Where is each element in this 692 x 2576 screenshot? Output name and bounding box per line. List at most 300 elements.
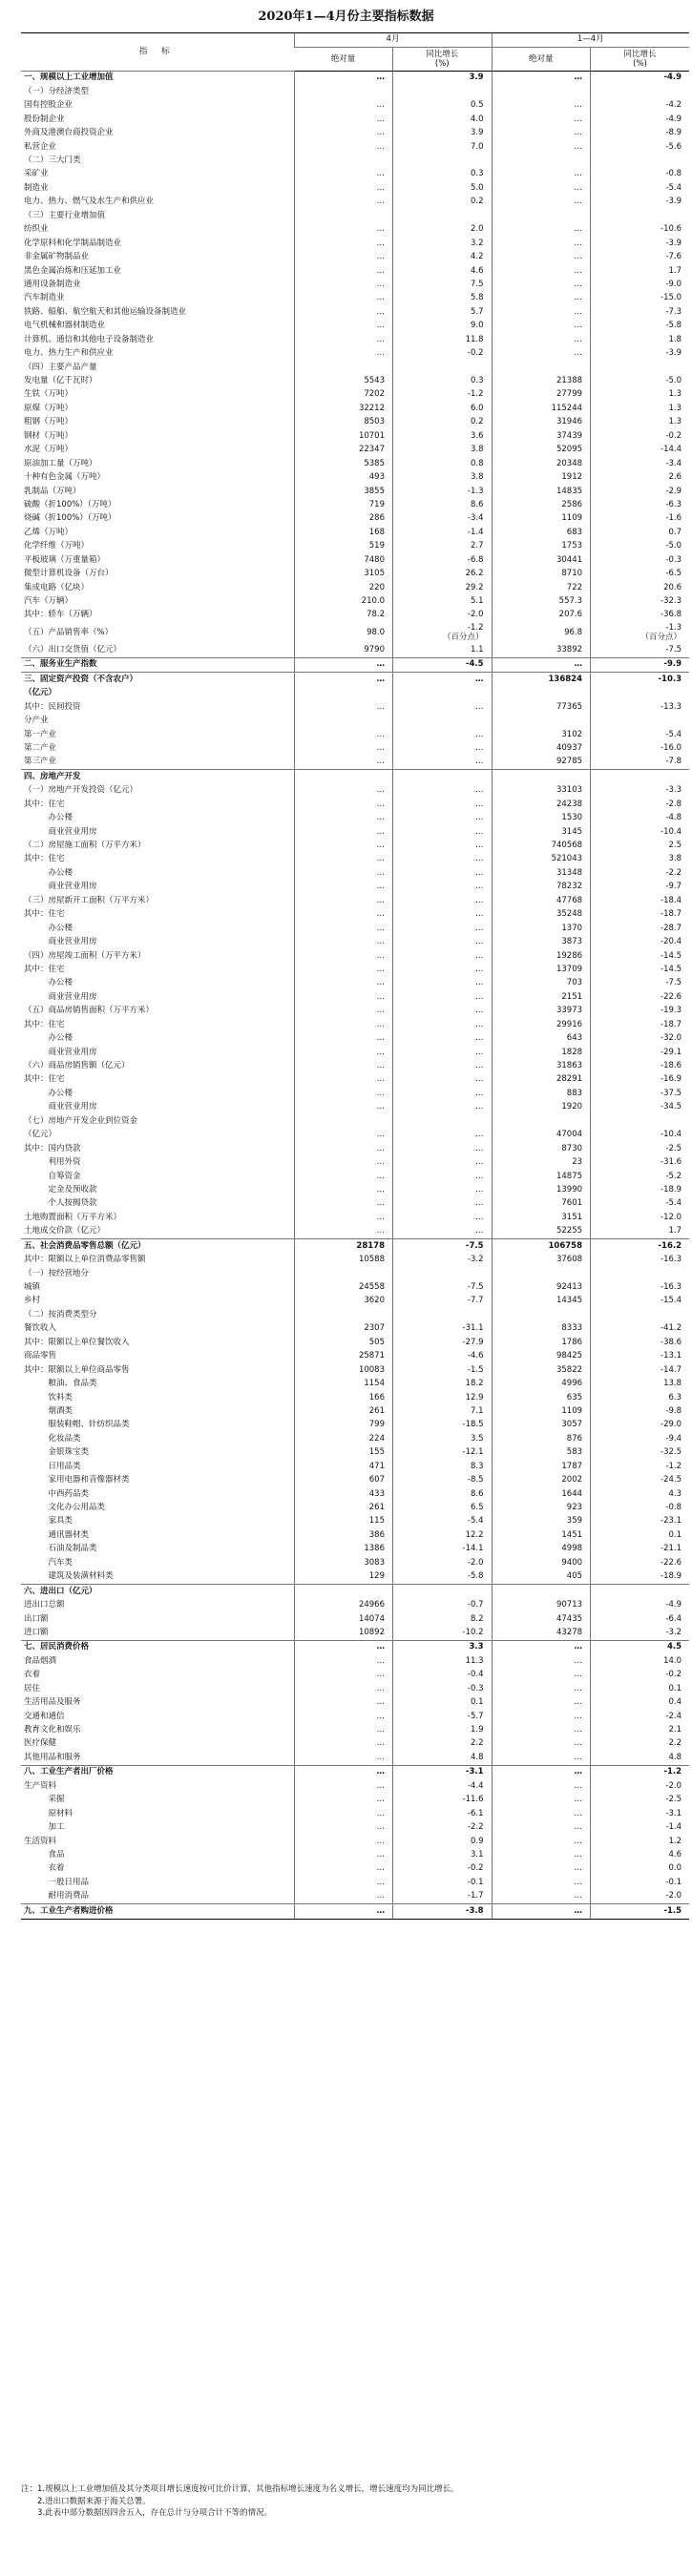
row-label: 餐饮收入	[24, 1323, 57, 1334]
jan-apr-absolute: 8710	[492, 568, 591, 581]
april-yoy: -3.2	[393, 1254, 493, 1267]
jan-apr-yoy: 14.0	[591, 1654, 690, 1668]
header-absolute-jan-apr: 绝对量	[492, 48, 591, 72]
table-row	[21, 196, 689, 209]
jan-apr-yoy: 13.8	[591, 1378, 690, 1391]
jan-apr-yoy: -1.3 （百分点）	[591, 623, 690, 644]
april-absolute: 10892	[294, 1627, 393, 1641]
row-label: 原油加工量（万吨）	[24, 458, 97, 468]
april-yoy: -5.7	[393, 1710, 493, 1723]
jan-apr-absolute: …	[492, 1904, 591, 1919]
table-row	[21, 209, 689, 222]
april-yoy: …	[393, 798, 493, 811]
jan-apr-absolute: …	[492, 237, 591, 250]
april-yoy: 0.1	[393, 1696, 493, 1710]
row-label: 其中：民间投资	[24, 701, 81, 712]
row-label: 一、规模以上工业增加值	[21, 72, 294, 86]
table-row	[21, 1890, 689, 1904]
jan-apr-yoy: -32.5	[591, 1446, 690, 1460]
april-yoy: …	[393, 936, 493, 949]
row-label: 其中：住宅	[24, 909, 65, 920]
table-row	[21, 1474, 689, 1487]
row-label: 采掘	[24, 1795, 65, 1805]
jan-apr-yoy: 2.5	[591, 840, 690, 853]
april-absolute: 286	[294, 512, 393, 526]
jan-apr-yoy: -4.2	[591, 99, 690, 113]
jan-apr-yoy: -7.3	[591, 305, 690, 319]
jan-apr-yoy: -13.3	[591, 700, 690, 714]
row-label: 第二产业	[24, 742, 57, 753]
april-absolute: …	[294, 825, 393, 839]
jan-apr-absolute: 643	[492, 1032, 591, 1046]
jan-apr-absolute: …	[492, 1821, 591, 1835]
jan-apr-absolute: 13990	[492, 1184, 591, 1197]
jan-apr-absolute: 3057	[492, 1419, 591, 1432]
april-absolute: …	[294, 1018, 393, 1031]
jan-apr-yoy	[591, 1309, 690, 1322]
table-row	[21, 742, 689, 756]
jan-apr-yoy: -20.4	[591, 936, 690, 949]
jan-apr-absolute: …	[492, 1876, 591, 1889]
april-absolute: …	[294, 1046, 393, 1059]
row-label: 私营企业	[24, 141, 57, 152]
jan-apr-absolute: …	[492, 1654, 591, 1668]
row-label: 采矿业	[24, 169, 49, 179]
jan-apr-yoy: -5.2	[591, 1170, 690, 1183]
jan-apr-absolute: …	[492, 1669, 591, 1682]
april-yoy: …	[393, 964, 493, 977]
jan-apr-yoy: -9.4	[591, 1432, 690, 1445]
april-absolute: 3855	[294, 485, 393, 498]
april-absolute: …	[294, 1654, 393, 1668]
table-row	[21, 1807, 689, 1820]
april-absolute: …	[294, 798, 393, 811]
row-label: 进口额	[24, 1627, 49, 1637]
jan-apr-absolute: 359	[492, 1515, 591, 1528]
row-label: （四）主要产品产量	[24, 362, 97, 372]
row-label: 家具类	[24, 1516, 73, 1527]
table-row	[21, 657, 689, 672]
april-yoy: …	[393, 1225, 493, 1239]
april-absolute: 2307	[294, 1322, 393, 1336]
april-yoy: -1.2	[393, 388, 493, 402]
jan-apr-yoy	[591, 1267, 690, 1280]
page-title: 2020年1—4月份主要指标数据	[258, 10, 434, 24]
jan-apr-yoy: -7.5	[591, 977, 690, 990]
jan-apr-absolute: 521043	[492, 853, 591, 866]
table-row	[21, 1627, 689, 1641]
april-yoy: …	[393, 700, 493, 714]
april-yoy: -27.9	[393, 1336, 493, 1349]
jan-apr-absolute: 37608	[492, 1254, 591, 1267]
jan-apr-yoy: -6.5	[591, 568, 690, 581]
april-yoy: 7.0	[393, 140, 493, 154]
table-row	[21, 1005, 689, 1018]
jan-apr-yoy: -5.0	[591, 540, 690, 553]
jan-apr-absolute: 47004	[492, 1129, 591, 1142]
jan-apr-yoy: -4.9	[591, 72, 690, 86]
table-row	[21, 1862, 689, 1876]
jan-apr-yoy: -7.5	[591, 644, 690, 658]
row-label: （亿元）	[24, 1130, 57, 1140]
row-label: 化妆品类	[24, 1433, 81, 1444]
jan-apr-absolute: …	[492, 182, 591, 196]
april-yoy: -0.2	[393, 1862, 493, 1876]
table-row	[21, 1309, 689, 1322]
jan-apr-yoy: -7.6	[591, 251, 690, 264]
row-label: 商业营业用房	[24, 937, 97, 947]
april-yoy: 3.8	[393, 471, 493, 485]
jan-apr-absolute: 923	[492, 1502, 591, 1515]
jan-apr-absolute: 740568	[492, 840, 591, 853]
april-absolute	[294, 1267, 393, 1280]
april-yoy: -2.0	[393, 609, 493, 622]
jan-apr-absolute: 583	[492, 1446, 591, 1460]
jan-apr-absolute: 14875	[492, 1170, 591, 1183]
april-yoy: 0.3	[393, 375, 493, 388]
table-row	[21, 798, 689, 811]
jan-apr-absolute: 37439	[492, 429, 591, 443]
row-label: 自筹资金	[24, 1171, 81, 1181]
jan-apr-absolute: 24238	[492, 798, 591, 811]
jan-apr-yoy: -5.4	[591, 182, 690, 196]
row-label: 生产资料	[24, 1780, 57, 1791]
april-absolute: …	[294, 127, 393, 140]
jan-apr-yoy: -0.1	[591, 1876, 690, 1889]
april-absolute: …	[294, 1129, 393, 1142]
jan-apr-yoy: -1.5	[591, 1904, 690, 1919]
jan-apr-absolute: 33103	[492, 784, 591, 798]
row-label: 商业营业用房	[24, 882, 97, 892]
table-row	[21, 526, 689, 539]
april-yoy: -3.4	[393, 512, 493, 526]
table-row	[21, 949, 689, 963]
april-absolute: …	[294, 1710, 393, 1723]
april-absolute: …	[294, 990, 393, 1004]
table-row	[21, 1225, 689, 1239]
april-yoy: -0.3	[393, 1682, 493, 1695]
jan-apr-absolute: 8730	[492, 1142, 591, 1155]
jan-apr-absolute: 47768	[492, 894, 591, 907]
row-label: 办公楼	[24, 978, 73, 988]
april-absolute: 519	[294, 540, 393, 553]
jan-apr-yoy: -37.5	[591, 1088, 690, 1101]
jan-apr-absolute: …	[492, 292, 591, 305]
row-label: 利用外资	[24, 1157, 81, 1168]
april-yoy	[393, 715, 493, 728]
april-absolute: …	[294, 1641, 393, 1655]
jan-apr-yoy: 2.2	[591, 1737, 690, 1751]
table-row	[21, 333, 689, 346]
jan-apr-yoy: -3.9	[591, 237, 690, 250]
april-absolute: …	[294, 223, 393, 237]
table-row	[21, 936, 689, 949]
row-label: 商业营业用房	[24, 1102, 97, 1112]
april-yoy: …	[393, 825, 493, 839]
table-row	[21, 113, 689, 126]
april-absolute: …	[294, 333, 393, 346]
jan-apr-yoy: -0.8	[591, 168, 690, 181]
jan-apr-absolute: 13709	[492, 964, 591, 977]
april-yoy: …	[393, 1142, 493, 1155]
april-yoy: …	[393, 742, 493, 756]
row-label: 中西药品类	[24, 1488, 90, 1499]
april-absolute: …	[294, 949, 393, 963]
april-absolute: …	[294, 1156, 393, 1170]
april-absolute: 7202	[294, 388, 393, 402]
jan-apr-yoy: -22.6	[591, 990, 690, 1004]
row-label: 黑色金属冶炼和压延加工业	[24, 265, 122, 276]
jan-apr-absolute: 3102	[492, 728, 591, 741]
april-absolute: …	[294, 1184, 393, 1197]
row-label: 汽车制造业	[24, 293, 65, 303]
jan-apr-yoy: -10.6	[591, 223, 690, 237]
jan-apr-yoy: -3.4	[591, 457, 690, 470]
april-yoy: 5.7	[393, 305, 493, 319]
jan-apr-yoy: 1.8	[591, 333, 690, 346]
jan-apr-absolute: 14835	[492, 485, 591, 498]
jan-apr-absolute: 405	[492, 1570, 591, 1585]
row-label: 教育文化和娱乐	[24, 1725, 81, 1735]
april-absolute: …	[294, 673, 393, 687]
table-row	[21, 127, 689, 140]
jan-apr-absolute: 1644	[492, 1487, 591, 1501]
table-row	[21, 540, 689, 553]
row-label: （一）分经济类型	[24, 86, 90, 96]
jan-apr-absolute	[492, 687, 591, 700]
jan-apr-yoy: 2.1	[591, 1724, 690, 1737]
jan-apr-yoy: -1.2	[591, 1765, 690, 1779]
april-yoy	[393, 1309, 493, 1322]
april-yoy: -7.7	[393, 1295, 493, 1308]
table-row	[21, 964, 689, 977]
jan-apr-absolute: 35822	[492, 1363, 591, 1377]
jan-apr-absolute: 47435	[492, 1612, 591, 1626]
row-label: 五、社会消费品零售总额（亿元）	[21, 1239, 294, 1254]
april-yoy	[393, 1114, 493, 1128]
jan-apr-yoy: 0.7	[591, 526, 690, 539]
april-yoy: -4.6	[393, 1350, 493, 1363]
april-absolute: 166	[294, 1391, 393, 1404]
april-absolute: …	[294, 922, 393, 935]
jan-apr-absolute: 92785	[492, 756, 591, 770]
jan-apr-yoy: 1.7	[591, 1225, 690, 1239]
april-absolute: …	[294, 700, 393, 714]
april-yoy: 6.0	[393, 403, 493, 416]
april-yoy: 2.0	[393, 223, 493, 237]
jan-apr-absolute	[492, 1585, 591, 1599]
header-absolute-april: 绝对量	[294, 48, 393, 72]
jan-apr-absolute: …	[492, 1765, 591, 1779]
jan-apr-absolute: 3145	[492, 825, 591, 839]
row-label: 化学原料和化学制品制造业	[24, 238, 122, 248]
april-yoy: -1.2 （百分点）	[393, 623, 493, 644]
indicator-table	[21, 32, 689, 1920]
april-absolute: …	[294, 867, 393, 881]
april-yoy	[393, 155, 493, 168]
jan-apr-yoy: -4.9	[591, 1599, 690, 1612]
table-row	[21, 700, 689, 714]
april-yoy: 9.0	[393, 320, 493, 333]
footnotes	[21, 2483, 689, 2520]
table-row	[21, 1211, 689, 1224]
jan-apr-yoy: 1.3	[591, 403, 690, 416]
jan-apr-yoy	[591, 361, 690, 374]
footnote: 注：1.规模以上工业增加值及其分类项目增长速度按可比价计算，其他指标增长速度为名义增长，增长速度均为同比增长。	[21, 2484, 459, 2494]
header-yoy-jan-apr: 同比增长 (%)	[591, 48, 690, 72]
jan-apr-absolute: 683	[492, 526, 591, 539]
row-label: 平板玻璃（万重量箱）	[24, 554, 106, 565]
row-label: 其中：住宅	[24, 964, 65, 974]
april-absolute	[294, 209, 393, 222]
table-row	[21, 1570, 689, 1585]
april-yoy: -4.4	[393, 1779, 493, 1793]
april-absolute: …	[294, 72, 393, 86]
jan-apr-absolute: 14345	[492, 1295, 591, 1308]
april-yoy: 4.6	[393, 264, 493, 278]
table-row	[21, 1032, 689, 1046]
row-label: 办公楼	[24, 867, 73, 878]
table-row	[21, 485, 689, 498]
april-absolute: …	[294, 251, 393, 264]
jan-apr-absolute	[492, 1309, 591, 1322]
row-label: 烟酒类	[24, 1405, 73, 1416]
jan-apr-yoy: -16.3	[591, 1254, 690, 1267]
april-yoy	[393, 209, 493, 222]
table-row	[21, 1046, 689, 1059]
jan-apr-absolute: …	[492, 168, 591, 181]
april-absolute: 8503	[294, 416, 393, 429]
jan-apr-yoy: -4.9	[591, 113, 690, 126]
row-label: 非金属矿物制品业	[24, 252, 90, 262]
row-label: 钢材（万吨）	[24, 430, 73, 441]
table-row	[21, 1446, 689, 1460]
row-label: 生铁（万吨）	[24, 389, 73, 400]
jan-apr-yoy: -18.9	[591, 1184, 690, 1197]
row-label: 进出口总额	[24, 1600, 65, 1610]
row-label: 商品零售	[24, 1351, 57, 1361]
row-label: 食品	[24, 1849, 65, 1859]
april-absolute: 28178	[294, 1239, 393, 1254]
table-row	[21, 320, 689, 333]
april-absolute: …	[294, 99, 393, 113]
table-row	[21, 1073, 689, 1087]
jan-apr-absolute: 2586	[492, 499, 591, 512]
april-absolute: …	[294, 853, 393, 866]
april-yoy: -2.0	[393, 1556, 493, 1569]
table-row	[21, 1502, 689, 1515]
jan-apr-absolute: …	[492, 99, 591, 113]
jan-apr-yoy: -34.5	[591, 1101, 690, 1114]
jan-apr-yoy: -18.7	[591, 908, 690, 922]
jan-apr-yoy: -19.3	[591, 1005, 690, 1018]
row-label: 粮油、食品类	[24, 1379, 97, 1389]
row-label: 饮料类	[24, 1392, 73, 1402]
april-yoy: …	[393, 867, 493, 881]
jan-apr-absolute: 20348	[492, 457, 591, 470]
april-yoy	[393, 687, 493, 700]
jan-apr-absolute: 21388	[492, 375, 591, 388]
april-yoy: …	[393, 1046, 493, 1059]
april-yoy: 7.5	[393, 279, 493, 292]
jan-apr-yoy: 4.5	[591, 1641, 690, 1655]
april-yoy: …	[393, 812, 493, 825]
jan-apr-absolute: …	[492, 196, 591, 209]
table-row	[21, 581, 689, 594]
row-label: 计算机、通信和其他电子设备制造业	[24, 334, 155, 344]
april-yoy: -0.4	[393, 1669, 493, 1682]
table-row	[21, 1281, 689, 1295]
table-body	[21, 72, 689, 1920]
april-absolute: …	[294, 1032, 393, 1046]
jan-apr-yoy: -0.8	[591, 1502, 690, 1515]
april-absolute: …	[294, 113, 393, 126]
jan-apr-absolute: …	[492, 127, 591, 140]
april-absolute: …	[294, 1862, 393, 1876]
april-yoy	[393, 85, 493, 98]
row-label: 文化办公用品类	[24, 1503, 106, 1513]
row-label: 其中：限额以上单位商品零售	[24, 1364, 130, 1375]
row-label: 纺织业	[24, 224, 49, 235]
jan-apr-absolute: …	[492, 264, 591, 278]
table-row	[21, 908, 689, 922]
table-row	[21, 1669, 689, 1682]
april-absolute: …	[294, 1073, 393, 1087]
table-row	[21, 1197, 689, 1211]
april-yoy: 8.3	[393, 1460, 493, 1473]
jan-apr-yoy: 0.1	[591, 1529, 690, 1543]
april-yoy: …	[393, 853, 493, 866]
row-label: 商业营业用房	[24, 991, 97, 1002]
jan-apr-yoy: -9.7	[591, 881, 690, 894]
april-yoy: 29.2	[393, 581, 493, 594]
jan-apr-yoy	[591, 1585, 690, 1599]
april-yoy: -3.8	[393, 1904, 493, 1919]
april-yoy: 4.8	[393, 1752, 493, 1766]
april-yoy: 4.0	[393, 113, 493, 126]
table-row	[21, 1543, 689, 1556]
table-row	[21, 375, 689, 388]
jan-apr-absolute: 1530	[492, 812, 591, 825]
april-absolute	[294, 715, 393, 728]
header-yoy-april: 同比增长 (%)	[393, 48, 493, 72]
table-row	[21, 1904, 689, 1919]
table-row	[21, 499, 689, 512]
jan-apr-absolute: …	[492, 1862, 591, 1876]
jan-apr-yoy: 1.3	[591, 416, 690, 429]
table-row	[21, 292, 689, 305]
jan-apr-yoy: -7.8	[591, 756, 690, 770]
april-absolute: …	[294, 1724, 393, 1737]
table-row	[21, 1821, 689, 1835]
jan-apr-yoy: -1.6	[591, 512, 690, 526]
april-absolute: …	[294, 1904, 393, 1919]
table-row	[21, 1696, 689, 1710]
april-yoy: …	[393, 949, 493, 963]
april-absolute: …	[294, 1835, 393, 1848]
jan-apr-absolute: …	[492, 1807, 591, 1820]
jan-apr-yoy: -3.2	[591, 1627, 690, 1641]
table-row	[21, 1088, 689, 1101]
jan-apr-absolute: 106758	[492, 1239, 591, 1254]
jan-apr-yoy: 1.3	[591, 388, 690, 402]
row-label: 定金及预收款	[24, 1184, 97, 1195]
jan-apr-yoy: 0.1	[591, 1682, 690, 1695]
april-absolute: 1154	[294, 1378, 393, 1391]
april-yoy: 0.3	[393, 168, 493, 181]
april-absolute: 129	[294, 1570, 393, 1585]
april-yoy: …	[393, 1197, 493, 1211]
